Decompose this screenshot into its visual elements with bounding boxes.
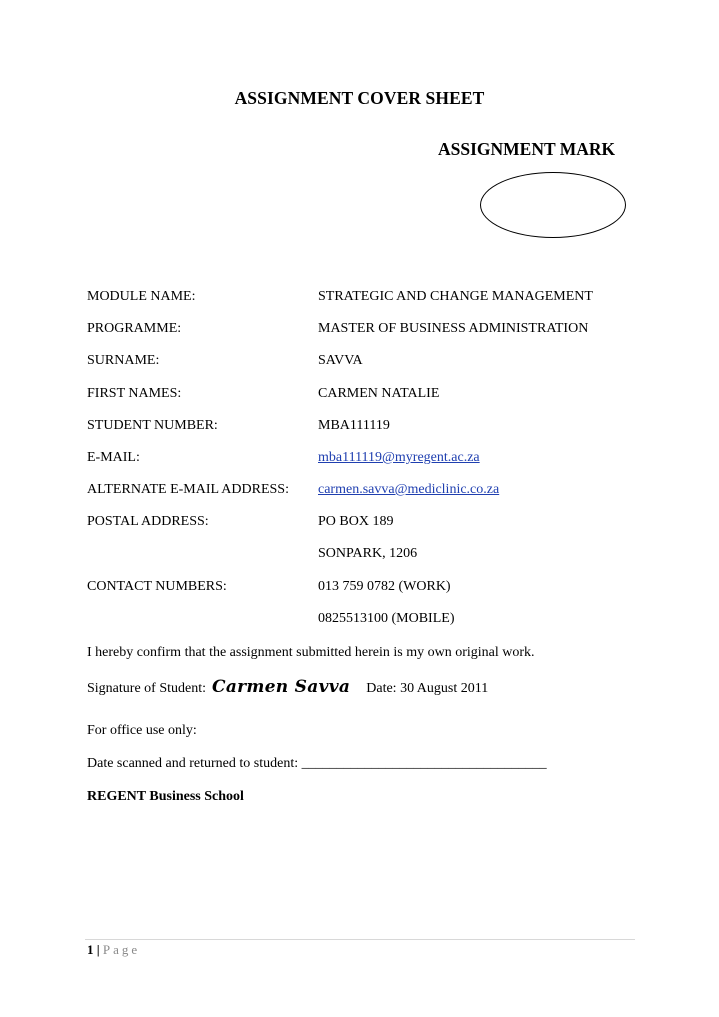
- first-names-value: CARMEN NATALIE: [318, 386, 440, 401]
- signature-date: Date: 30 August 2011: [366, 681, 489, 696]
- assignment-mark-oval: [480, 172, 626, 238]
- page-number: 1: [87, 942, 94, 957]
- surname-label: SURNAME:: [87, 353, 160, 368]
- footer-separator: |: [96, 942, 100, 957]
- page-title: ASSIGNMENT COVER SHEET: [234, 88, 485, 108]
- student-number-value: MBA111119: [318, 418, 390, 433]
- contact-numbers-label: CONTACT NUMBERS:: [87, 579, 227, 594]
- originality-confirmation: I hereby confirm that the assignment submitted herein is my own original work.: [87, 645, 535, 660]
- page-word: Page: [102, 942, 141, 957]
- contact-number-work: 013 759 0782 (WORK): [318, 579, 451, 594]
- page-footer: [87, 942, 140, 958]
- student-signature: Carmen Savva: [212, 677, 351, 697]
- programme-label: PROGRAMME:: [87, 321, 182, 336]
- module-name-label: MODULE NAME:: [87, 289, 196, 304]
- programme-value: MASTER OF BUSINESS ADMINISTRATION: [318, 321, 589, 336]
- alternate-email-label: ALTERNATE E-MAIL ADDRESS:: [87, 482, 289, 497]
- email-label: E-MAIL:: [87, 450, 140, 465]
- email-link[interactable]: mba111119@myregent.ac.za: [318, 450, 480, 465]
- date-scanned-line: Date scanned and returned to student: ___________________________________: [87, 756, 547, 771]
- postal-address-label: POSTAL ADDRESS:: [87, 514, 209, 529]
- alternate-email-link[interactable]: carmen.savva@mediclinic.co.za: [318, 482, 500, 497]
- postal-address-line-2: SONPARK, 1206: [318, 546, 418, 561]
- assignment-mark-heading: ASSIGNMENT MARK: [438, 139, 616, 159]
- office-use-label: For office use only:: [87, 723, 197, 738]
- footer-divider: [85, 939, 635, 940]
- module-name-value: STRATEGIC AND CHANGE MANAGEMENT: [318, 289, 593, 304]
- signature-label: Signature of Student:: [87, 681, 206, 696]
- student-number-label: STUDENT NUMBER:: [87, 418, 218, 433]
- first-names-label: FIRST NAMES:: [87, 386, 182, 401]
- contact-number-mobile: 0825513100 (MOBILE): [318, 611, 455, 626]
- postal-address-line-1: PO BOX 189: [318, 514, 394, 529]
- school-name: REGENT Business School: [87, 789, 244, 804]
- signature-line: [87, 678, 488, 698]
- surname-value: SAVVA: [318, 353, 363, 368]
